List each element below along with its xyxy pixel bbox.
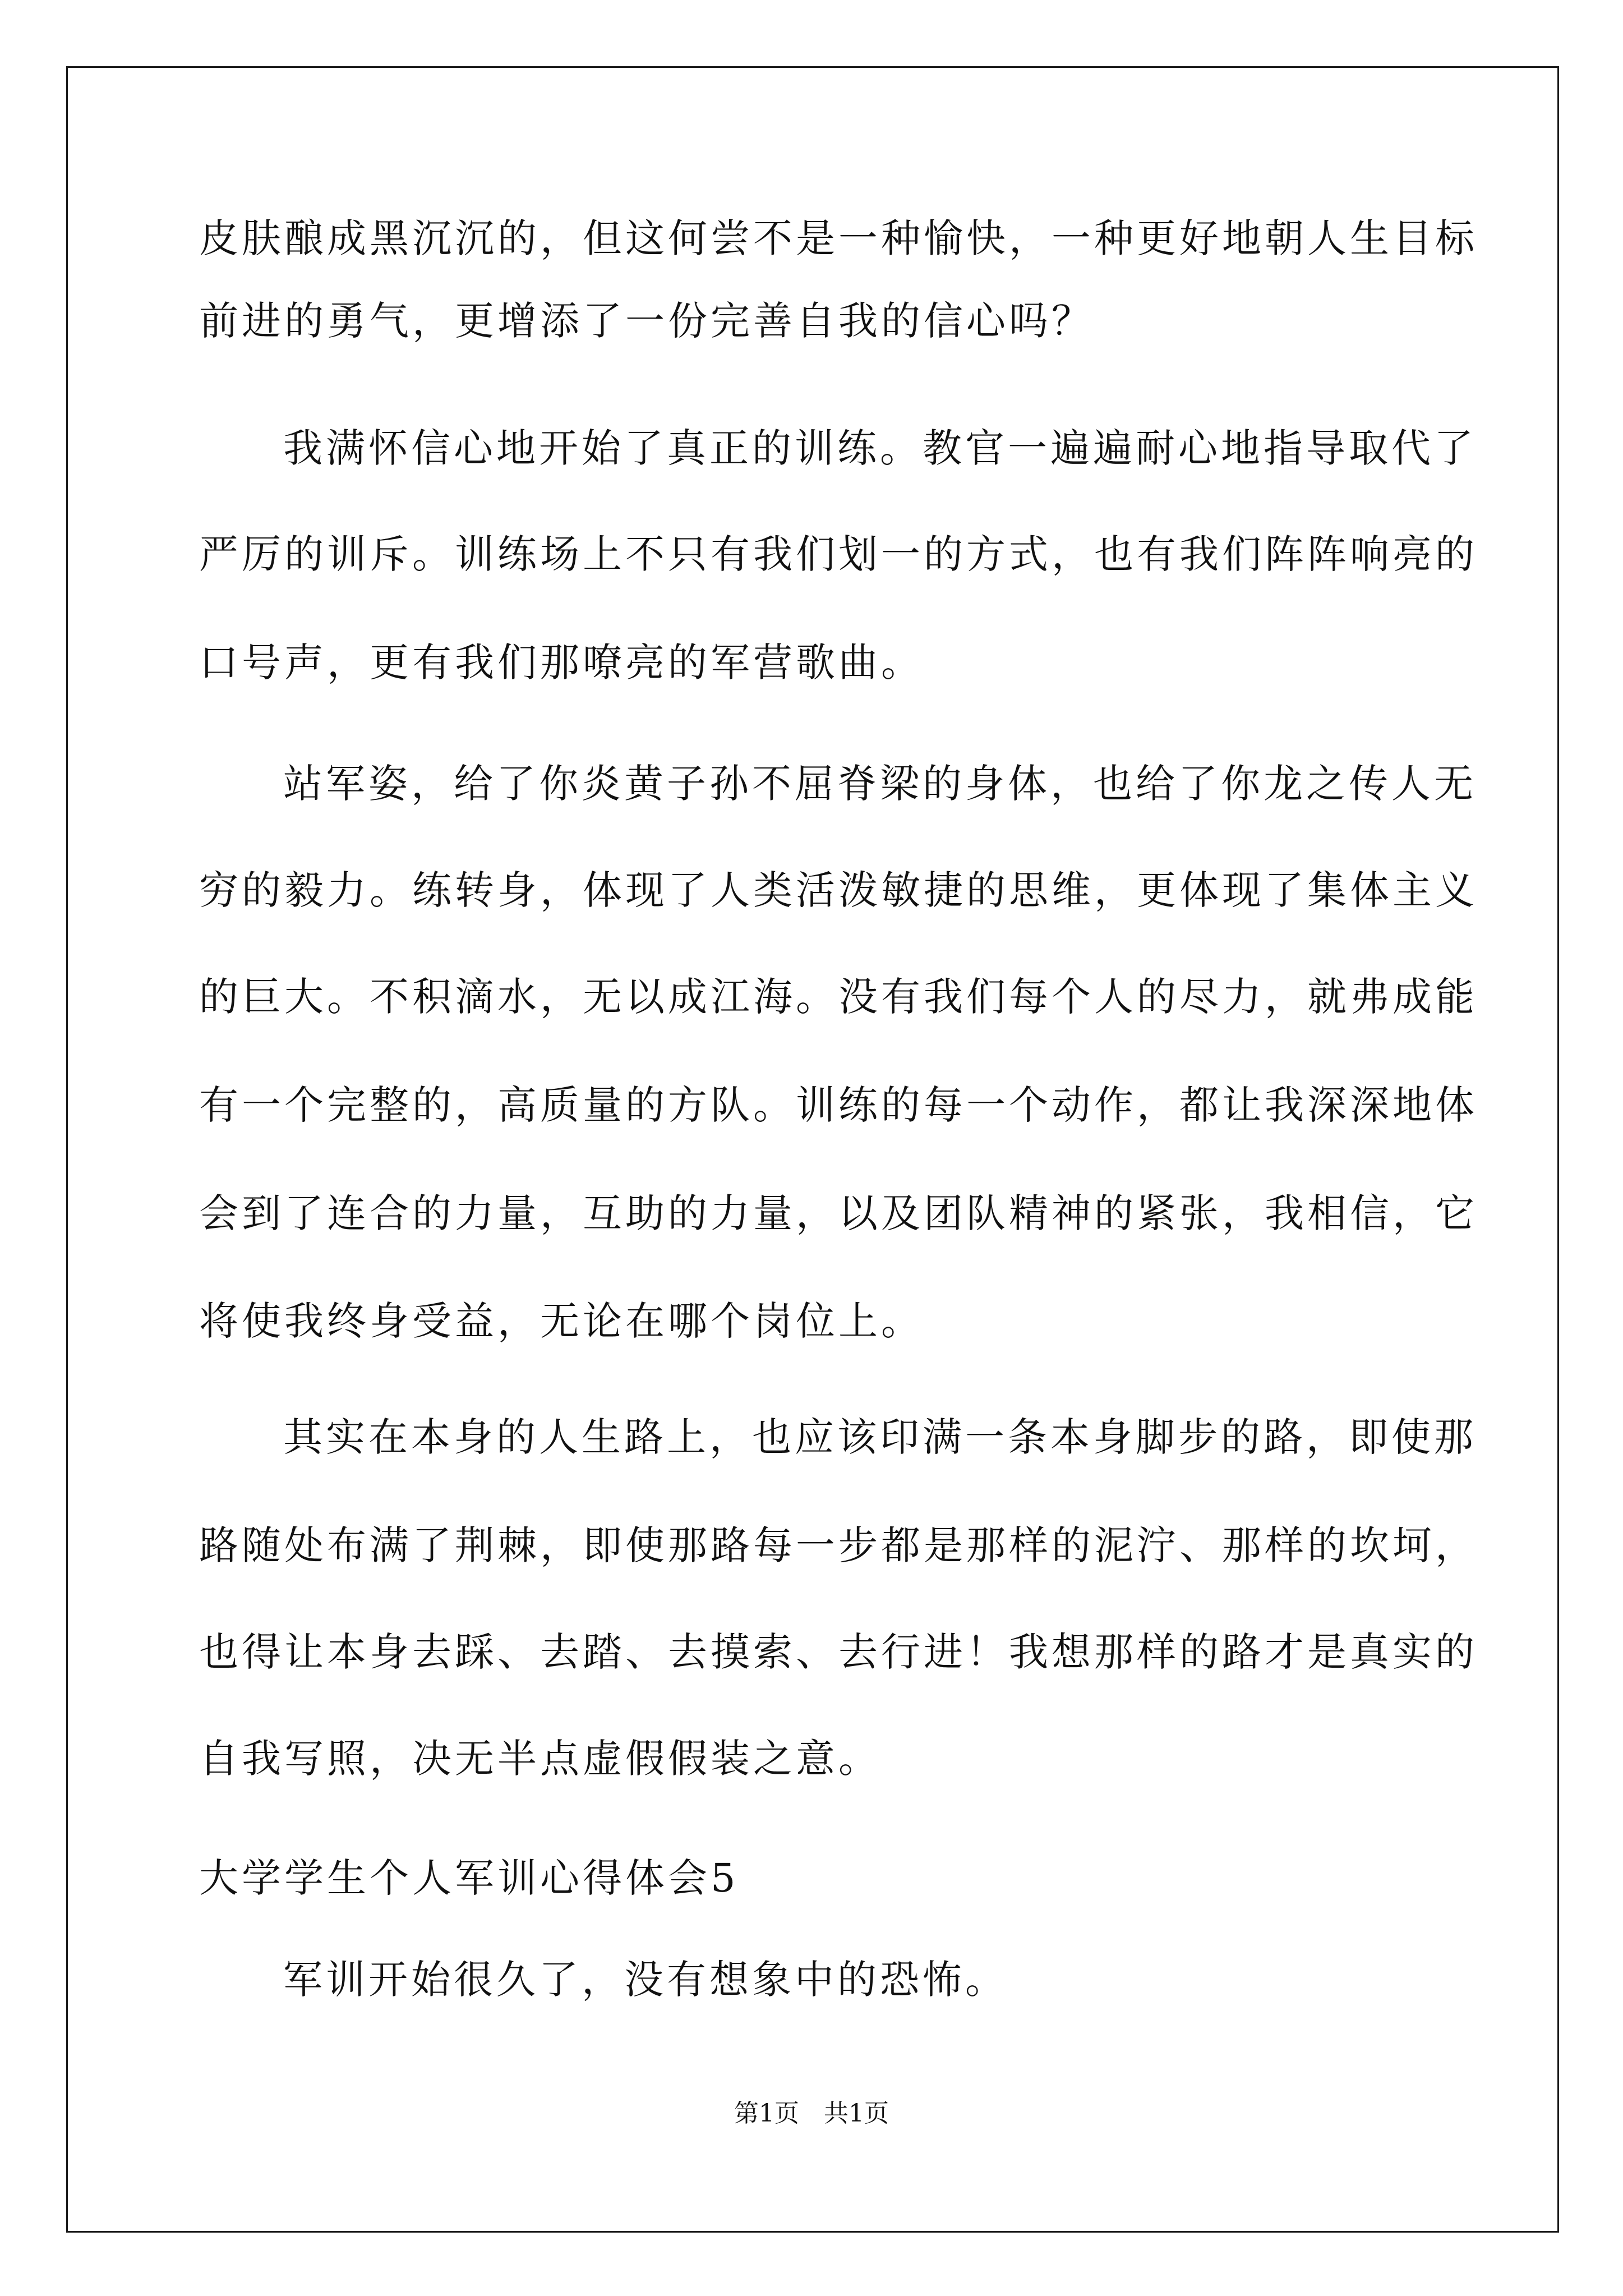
paragraph-line: 也得让本身去踩、去踏、去摸索、去行进！我想那样的路才是真实的 xyxy=(199,1629,1478,1675)
paragraph-line: 将使我终身受益，无论在哪个岗位上。 xyxy=(199,1298,924,1344)
paragraph-line: 皮肤酿成黑沉沉的，但这何尝不是一种愉快，一种更好地朝人生目标 xyxy=(199,215,1478,261)
page-footer: 第1页 共1页 xyxy=(734,2099,889,2128)
paragraph-line: 其实在本身的人生路上，也应该印满一条本身脚步的路，即使那 xyxy=(283,1414,1477,1460)
paragraph-line: 有一个完整的，高质量的方队。训练的每一个动作，都让我深深地体 xyxy=(199,1082,1478,1128)
paragraph-line: 口号声，更有我们那嘹亮的军营歌曲。 xyxy=(199,639,924,685)
paragraph-line: 会到了连合的力量，互助的力量，以及团队精神的紧张，我相信，它 xyxy=(199,1190,1478,1236)
paragraph-line: 军训开始很久了，没有想象中的恐怖。 xyxy=(283,1957,1008,2003)
paragraph-line: 路随处布满了荆棘，即使那路每一步都是那样的泥泞、那样的坎坷， xyxy=(199,1522,1478,1568)
paragraph-line: 前进的勇气，更增添了一份完善自我的信心吗？ xyxy=(199,298,1094,344)
paragraph-line: 的巨大。不积滴水，无以成江海。没有我们每个人的尽力，就弗成能 xyxy=(199,974,1478,1020)
page-border xyxy=(66,66,1559,2233)
paragraph-line: 严厉的训斥。训练场上不只有我们划一的方式，也有我们阵阵响亮的 xyxy=(199,531,1478,577)
paragraph-line: 我满怀信心地开始了真正的训练。教官一遍遍耐心地指导取代了 xyxy=(283,425,1477,471)
paragraph-line: 自我写照，决无半点虚假假装之意。 xyxy=(199,1736,881,1782)
paragraph-line: 站军姿，给了你炎黄子孙不屈脊梁的身体，也给了你龙之传人无 xyxy=(283,761,1477,807)
paragraph-line: 穷的毅力。练转身，体现了人类活泼敏捷的思维，更体现了集体主义 xyxy=(199,867,1478,913)
section-heading: 大学学生个人军训心得体会5 xyxy=(199,1855,739,1901)
